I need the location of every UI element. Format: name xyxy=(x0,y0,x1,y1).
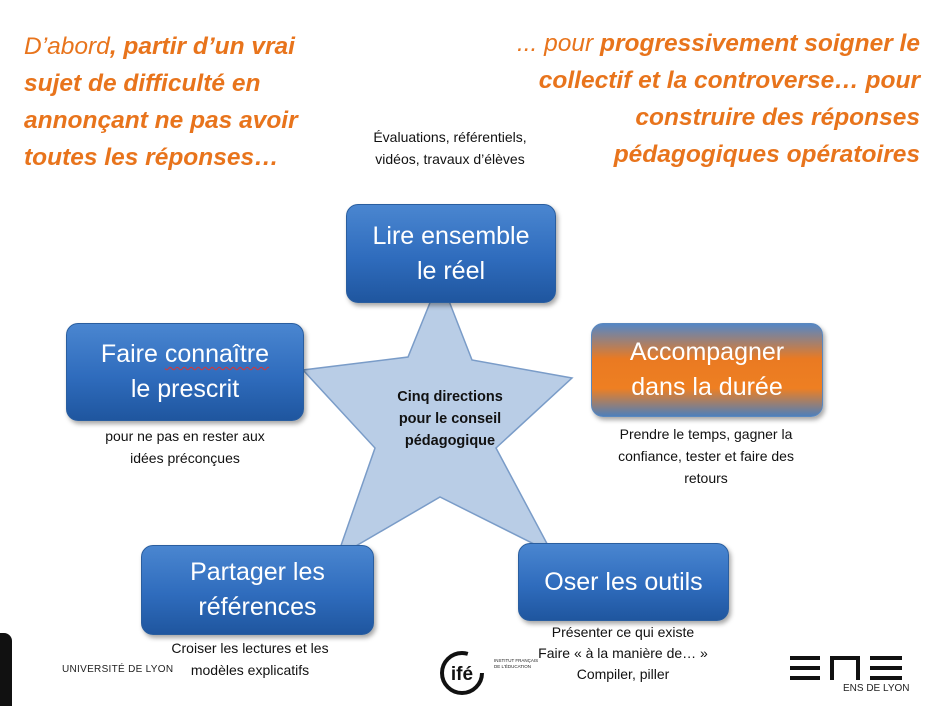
footer-left-bar xyxy=(0,633,12,706)
box-oser-title: Oser les outils xyxy=(544,567,703,596)
box-partager-line1: Partager les xyxy=(190,558,325,586)
ife-logo-text: ifé xyxy=(450,664,474,685)
box-accompagner-line1: Accompagner xyxy=(629,338,785,366)
box-lire-line2: le réel xyxy=(416,256,486,285)
note-partager: Croiser les lectures et les modèles explicatifs xyxy=(171,640,329,678)
box-accompagner xyxy=(591,323,823,417)
box-partager-line2: références xyxy=(198,593,317,621)
box-lire-line1: Lire ensemble xyxy=(372,221,530,250)
universite-lyon-logo: UNIVERSITÉ DE LYON xyxy=(62,664,174,675)
note-oser-line3: Compiler, piller xyxy=(576,666,670,682)
box-accompagner-line2: dans la durée xyxy=(631,373,783,401)
box-lire-ensemble xyxy=(346,204,556,303)
note-oser-line2: Faire « à la manière de… » xyxy=(538,645,708,661)
ife-logo-subtitle: INSTITUT FRANÇAIS DE L'ÉDUCATION xyxy=(494,658,539,669)
intro-rest: , partir d’un vrai sujet de difficulté en annonçant ne pas avoir toutes les réponses… xyxy=(24,33,298,171)
intro-lead: D’abord xyxy=(24,33,110,60)
outro-rest: progressivement soigner le collectif et la controverse… pour construire des réponses pédagogiques opératoires xyxy=(538,30,920,168)
box-oser-outils xyxy=(518,543,729,621)
box-faire-line2: le prescrit xyxy=(130,375,240,403)
note-oser xyxy=(512,622,734,685)
box-faire-connaitre xyxy=(66,323,304,421)
note-accompagner: Prendre le temps, gagner la confiance, tester et faire des retours xyxy=(618,426,794,486)
note-lire: Évaluations, référentiels, vidéos, travaux d’élèves xyxy=(373,129,527,167)
ens-logo-icon xyxy=(790,654,906,682)
note-oser-line1: Présenter ce qui existe xyxy=(551,624,695,640)
ife-logo-icon xyxy=(438,648,494,698)
ens-logo-text: ENS DE LYON xyxy=(843,683,910,694)
center-label: Cinq directions pour le conseil pédagogique xyxy=(397,389,503,449)
box-partager xyxy=(141,545,374,635)
outro-lead: ... pour xyxy=(516,30,601,57)
note-faire: pour ne pas en rester aux idées préconçues xyxy=(105,428,265,466)
box-faire-line1: Faire connaître xyxy=(100,340,270,368)
